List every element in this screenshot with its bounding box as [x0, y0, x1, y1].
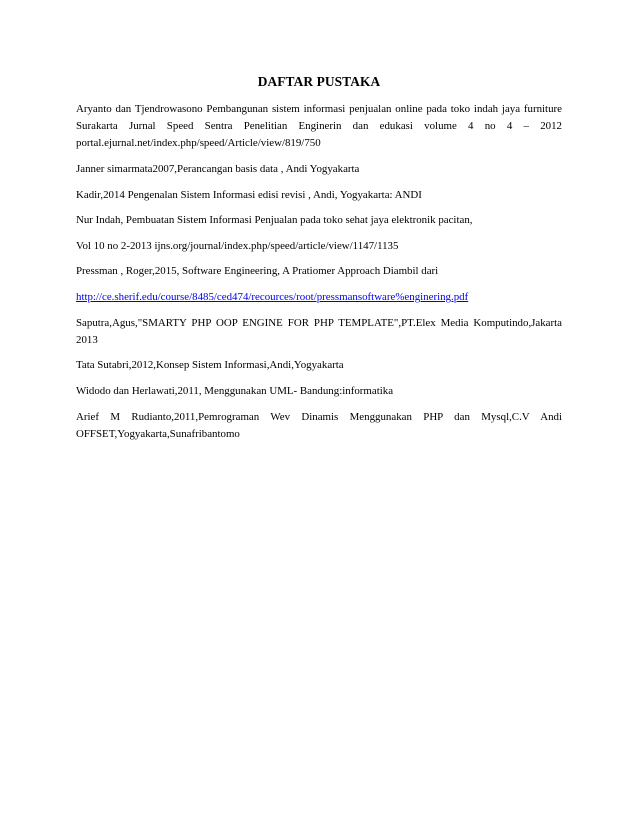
reference-item: Aryanto dan Tjendrowasono Pembangunan sistem informasi penjualan online pada toko indah jaya furniture Surakarta Jurnal Speed Sentra Penelitian Enginerin dan edukasi volume 4 no 4 – 2012 portal.ejurnal.net/index.php/speed/Article/view/819/750 — [76, 103, 562, 150]
reference-item: Janner simarmata2007,Perancangan basis data , Andi Yogyakarta — [76, 163, 360, 175]
reference-item: Vol 10 no 2-2013 ijns.org/journal/index.php/speed/article/view/1147/1135 — [76, 239, 399, 252]
page-title: DAFTAR PUSTAKA — [257, 74, 381, 89]
reference-item: Widodo dan Herlawati,2011, Menggunakan UML- Bandung:informatika — [76, 384, 394, 397]
reference-link-item — [76, 289, 562, 306]
reference-item: Kadir,2014 Pengenalan Sistem Informasi edisi revisi , Andi, Yogyakarta: ANDI — [76, 188, 422, 201]
reference-item: Arief M Rudianto,2011,Pemrograman Wev Dinamis Menggunakan PHP dan Mysql,C.V Andi OFFSET,Yogyakarta,Sunafribantomo — [76, 410, 562, 440]
reference-item: Nur Indah, Pembuatan Sistem Informasi Penjualan pada toko sehat jaya elektronik pacitan, — [76, 214, 473, 227]
reference-item: Tata Sutabri,2012,Konsep Sistem Informasi,Andi,Yogyakarta — [76, 359, 344, 372]
reference-item: Pressman , Roger,2015, Software Engineering, A Pratiomer Approach Diambil dari — [76, 265, 439, 278]
reference-link[interactable]: http://ce.sherif.edu/course/8485/ced474/recources/root/pressmansoftware%enginering.pdf — [76, 290, 469, 303]
reference-list — [76, 101, 562, 451]
reference-item: Saputra,Agus,"SMARTY PHP OOP ENGINE FOR PHP TEMPLATE",PT.Elex Media Komputindo,Jakarta 2013 — [76, 316, 562, 346]
